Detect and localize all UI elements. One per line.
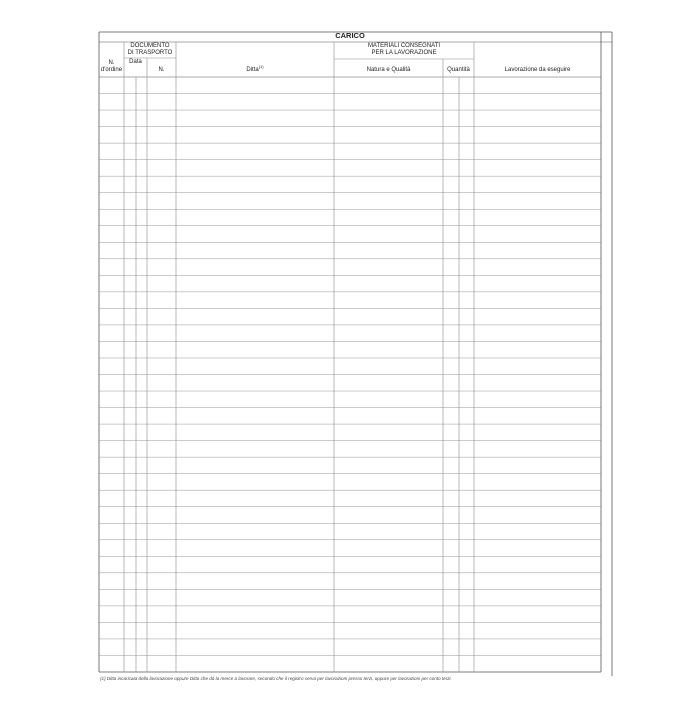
footnote-reference: (1) (258, 64, 264, 69)
transport-document-header: DOCUMENTO DI TRASPORTO (127, 43, 173, 56)
quantity-header: Quantità (447, 67, 470, 73)
nature-quality-header: Natura e Qualità (366, 67, 411, 73)
materials-header: MATERIALI CONSEGNATI PER LA LAVORAZIONE (367, 43, 441, 56)
order-number-header: N. d'ordine (100, 60, 123, 73)
company-header (176, 64, 334, 74)
processing-header: Lavorazione da eseguire (504, 67, 571, 73)
number-header: N. (158, 67, 165, 73)
date-header: Data (129, 59, 142, 65)
section-title: CARICO (335, 31, 365, 40)
company-header-label: Ditta (246, 67, 259, 73)
footnote: (1) Ditta incaricata della lavorazione oppure Ditta che dà la merce a lavorare, secondo che il registro serva per lavorazioni presso terzi, oppure per lavorazioni per conto terzi. (100, 676, 452, 681)
